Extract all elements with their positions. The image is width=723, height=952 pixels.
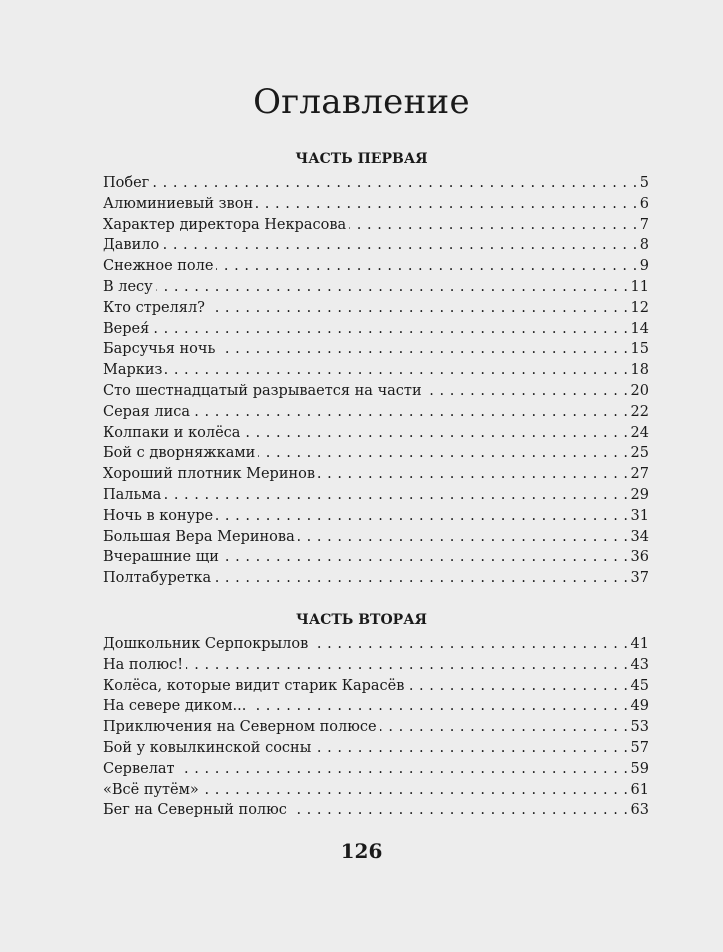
toc-entry-page: 37: [630, 570, 649, 587]
dot-leader: [216, 506, 628, 527]
toc-entry-page: 20: [630, 382, 649, 399]
part-two-list: [103, 634, 649, 821]
toc-entry: [103, 194, 649, 215]
dot-leader: [258, 443, 628, 464]
toc-entry-title: Вчерашние щи: [103, 549, 219, 566]
toc-entry-page: 9: [639, 258, 649, 275]
dot-leader: [318, 464, 629, 485]
toc-entry-page: 24: [630, 424, 649, 441]
toc-entry-title: Колёса, которые видит старик Карасёв: [103, 677, 405, 694]
toc-entry-title: Побег: [103, 175, 150, 191]
toc-entry: [103, 256, 649, 277]
toc-entry-page: 22: [630, 403, 649, 420]
dot-leader: [311, 634, 628, 655]
toc-entry-title: Колпаки и колёса: [103, 424, 241, 441]
toc-entry-title: Бег на Северный полюс: [103, 802, 287, 819]
toc-entry: [103, 717, 649, 738]
toc-entry-title: Сто шестнадцатый разрывается на части: [103, 382, 422, 399]
toc-entry-page: 63: [630, 802, 649, 819]
dot-leader: [290, 800, 629, 821]
toc-entry-page: 53: [630, 719, 649, 736]
part-one-heading: ЧАСТЬ ПЕРВАЯ: [295, 151, 428, 167]
toc-entry-page: 14: [630, 320, 649, 337]
toc-entry-title: В лесу: [103, 278, 153, 295]
toc-entry: [103, 235, 649, 256]
toc-entry: [103, 527, 649, 548]
page-number: 126: [340, 839, 383, 863]
toc-entry-title: Пальма: [103, 486, 162, 503]
toc-entry-title: Давило: [103, 237, 160, 254]
dot-leader: [186, 655, 628, 676]
dot-leader: [407, 676, 628, 697]
toc-entry: [103, 634, 649, 655]
toc-entry-page: 7: [639, 216, 649, 233]
toc-entry: [103, 485, 649, 506]
toc-entry: [103, 215, 649, 236]
toc-entry-page: 11: [630, 278, 649, 295]
toc-entry-page: 34: [630, 528, 649, 545]
toc-entry-page: 61: [630, 781, 649, 798]
toc-entry: [103, 423, 649, 444]
toc-entry-title: Верея́: [103, 320, 150, 337]
toc-entry: [103, 381, 649, 402]
toc-entry-title: Приключения на Северном полюсе: [103, 719, 377, 736]
dot-leader: [162, 235, 638, 256]
toc-entry-page: 5: [639, 175, 649, 191]
toc-entry: [103, 780, 649, 801]
part-two-heading: ЧАСТЬ ВТОРАЯ: [296, 612, 427, 628]
dot-leader: [164, 485, 628, 506]
toc-entry: [103, 464, 649, 485]
toc-entry-title: Бой у ковылкинской сосны: [103, 739, 312, 756]
toc-entry-page: 36: [630, 549, 649, 566]
toc-entry-title: Маркиз: [103, 362, 163, 379]
dot-leader: [298, 527, 629, 548]
dot-leader: [165, 360, 628, 381]
toc-entry: [103, 696, 649, 717]
toc-entry-title: Хороший плотник Меринов: [103, 466, 316, 483]
toc-entry-title: Снежное поле: [103, 258, 214, 275]
toc-entry-page: 12: [630, 299, 649, 316]
dot-leader: [178, 759, 629, 780]
toc-entry-page: 41: [630, 636, 649, 652]
toc-entry: [103, 402, 649, 423]
toc-entry: [103, 759, 649, 780]
toc-entry-title: «Всё путём»: [103, 781, 199, 798]
toc-entry: [103, 443, 649, 464]
dot-leader: [249, 696, 628, 717]
toc-entry: [103, 360, 649, 381]
toc-entry: [103, 800, 649, 821]
dot-leader: [152, 173, 637, 194]
toc-entry-page: 45: [630, 677, 649, 694]
toc-entry-page: 27: [630, 466, 649, 483]
dot-leader: [222, 547, 629, 568]
toc-entry-page: 31: [630, 507, 649, 524]
toc-entry-title: Кто стрелял?: [103, 299, 205, 316]
toc-entry-page: 43: [630, 656, 649, 673]
toc-entry-title: Барсучья ночь: [103, 341, 216, 358]
toc-entry: [103, 277, 649, 298]
toc-entry-page: 49: [630, 698, 649, 715]
dot-leader: [216, 256, 637, 277]
dot-leader: [193, 402, 629, 423]
dot-leader: [156, 277, 629, 298]
dot-leader: [152, 319, 628, 340]
toc-entry-title: Бой с дворняжками: [103, 445, 256, 462]
dot-leader: [243, 423, 628, 444]
part-one-list: [103, 173, 649, 589]
toc-entry: [103, 676, 649, 697]
dot-leader: [349, 215, 638, 236]
toc-entry: [103, 173, 649, 194]
dot-leader: [208, 298, 629, 319]
toc-entry-title: Алюминиевый звон: [103, 195, 254, 212]
dot-leader: [202, 780, 629, 801]
page-title: Оглавление: [253, 82, 470, 122]
toc-entry: [103, 655, 649, 676]
dot-leader: [314, 738, 628, 759]
toc-entry: [103, 738, 649, 759]
toc-entry-page: 57: [630, 739, 649, 756]
toc-entry: [103, 298, 649, 319]
toc-entry: [103, 547, 649, 568]
toc-entry-title: На полюс!: [103, 656, 184, 673]
toc-entry: [103, 339, 649, 360]
toc-entry-title: Серая лиса: [103, 403, 190, 420]
toc-entry-page: 29: [630, 486, 649, 503]
toc-entry-page: 8: [639, 237, 649, 254]
dot-leader: [425, 381, 629, 402]
dot-leader: [380, 717, 629, 738]
dot-leader: [214, 568, 628, 589]
dot-leader: [256, 194, 638, 215]
dot-leader: [218, 339, 628, 360]
toc-entry-title: Большая Вера Меринова: [103, 528, 295, 545]
toc-entry-title: На севере диком...: [103, 698, 247, 715]
toc-entry: [103, 568, 649, 589]
toc-entry-page: 18: [630, 362, 649, 379]
toc-entry-title: Полтабуретка: [103, 570, 212, 587]
toc-entry-title: Ночь в конуре: [103, 507, 214, 524]
toc-entry: [103, 319, 649, 340]
toc-entry: [103, 506, 649, 527]
toc-entry-page: 59: [630, 760, 649, 777]
toc-entry-title: Дошкольник Серпокрылов: [103, 636, 309, 652]
toc-entry-title: Сервелат: [103, 760, 175, 777]
toc-entry-page: 25: [630, 445, 649, 462]
toc-entry-page: 15: [630, 341, 649, 358]
toc-entry-page: 6: [639, 195, 649, 212]
toc-entry-title: Характер директора Некрасова: [103, 216, 347, 233]
